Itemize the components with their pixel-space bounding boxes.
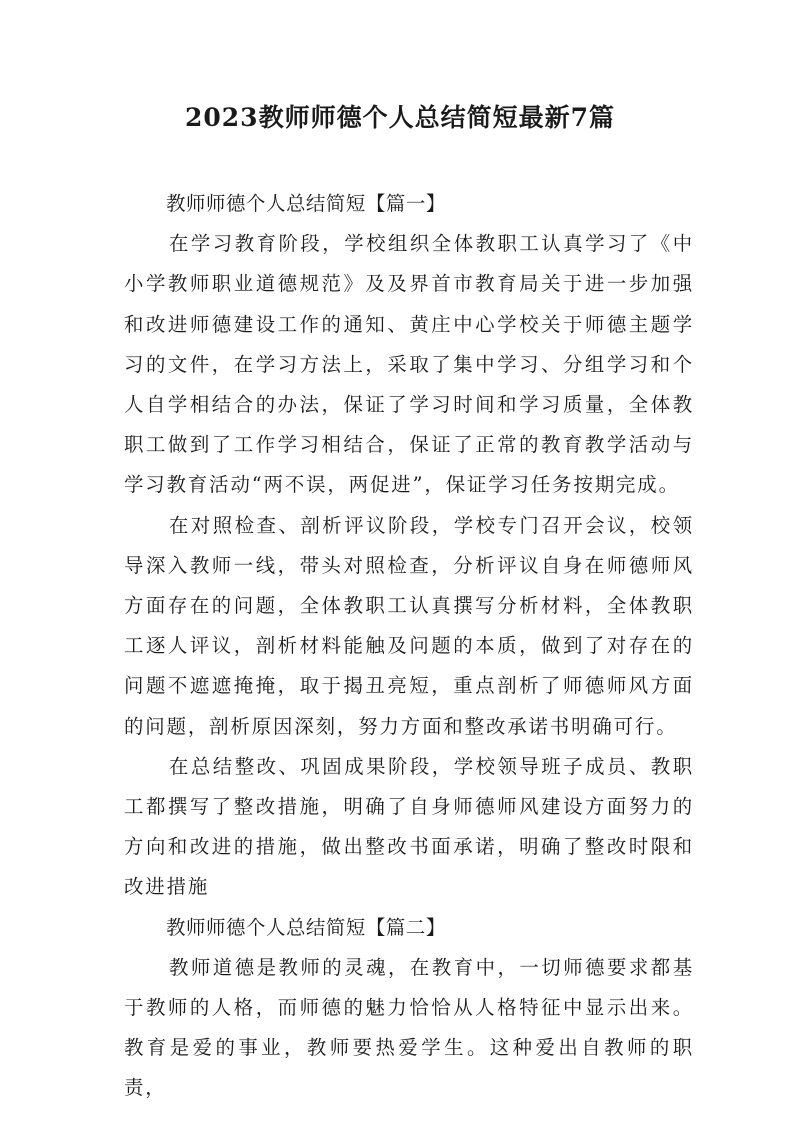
document-body xyxy=(124,184,694,1109)
body-paragraph: 教师道德是教师的灵魂，在教育中，一切师德要求都基于教师的人格，而师德的魅力恰恰从人格特征中显示出来。教育是爱的事业，教师要热爱学生。这种爱出自教师的职责， xyxy=(124,955,694,1100)
body-paragraph: 在总结整改、巩固成果阶段，学校领导班子成员、教职工都撰写了整改措施，明确了自身师德师风建设方面努力的方向和改进的措施，做出整改书面承诺，明确了整改时限和改进措施 xyxy=(124,754,694,899)
body-paragraph: 在学习教育阶段，学校组织全体教职工认真学习了《中小学教师职业道德规范》及及界首市教育局关于进一步加强和改进师德建设工作的通知、黄庄中心学校关于师德主题学习的文件，在学习方法上，采取了集中学习、分组学习和个人自学相结合的办法，保证了学习时间和学习质量，全体教职工做到了工作学习相结合，保证了正常的教育教学活动与学习教育活动“两不误，两促进”，保证学习任务按期完成。 xyxy=(124,232,694,497)
section-heading: 教师师德个人总结简短【篇一】 xyxy=(166,192,446,215)
document-title: 2023教师师德个人总结简短最新7篇 xyxy=(185,103,615,132)
section-heading: 教师师德个人总结简短【篇二】 xyxy=(166,915,446,939)
body-paragraph: 在对照检查、剖析评议阶段，学校专门召开会议，校领导深入教师一线，带头对照检查，分析评议自身在师德师风方面存在的问题，全体教职工认真撰写分析材料，全体教职工逐人评议，剖析材料能触及问题的本质，做到了对存在的问题不遮遮掩掩，取于揭丑亮短，重点剖析了师德师风方面的问题，剖析原因深刻，努力方面和整改承诺书明确可行。 xyxy=(124,513,694,738)
